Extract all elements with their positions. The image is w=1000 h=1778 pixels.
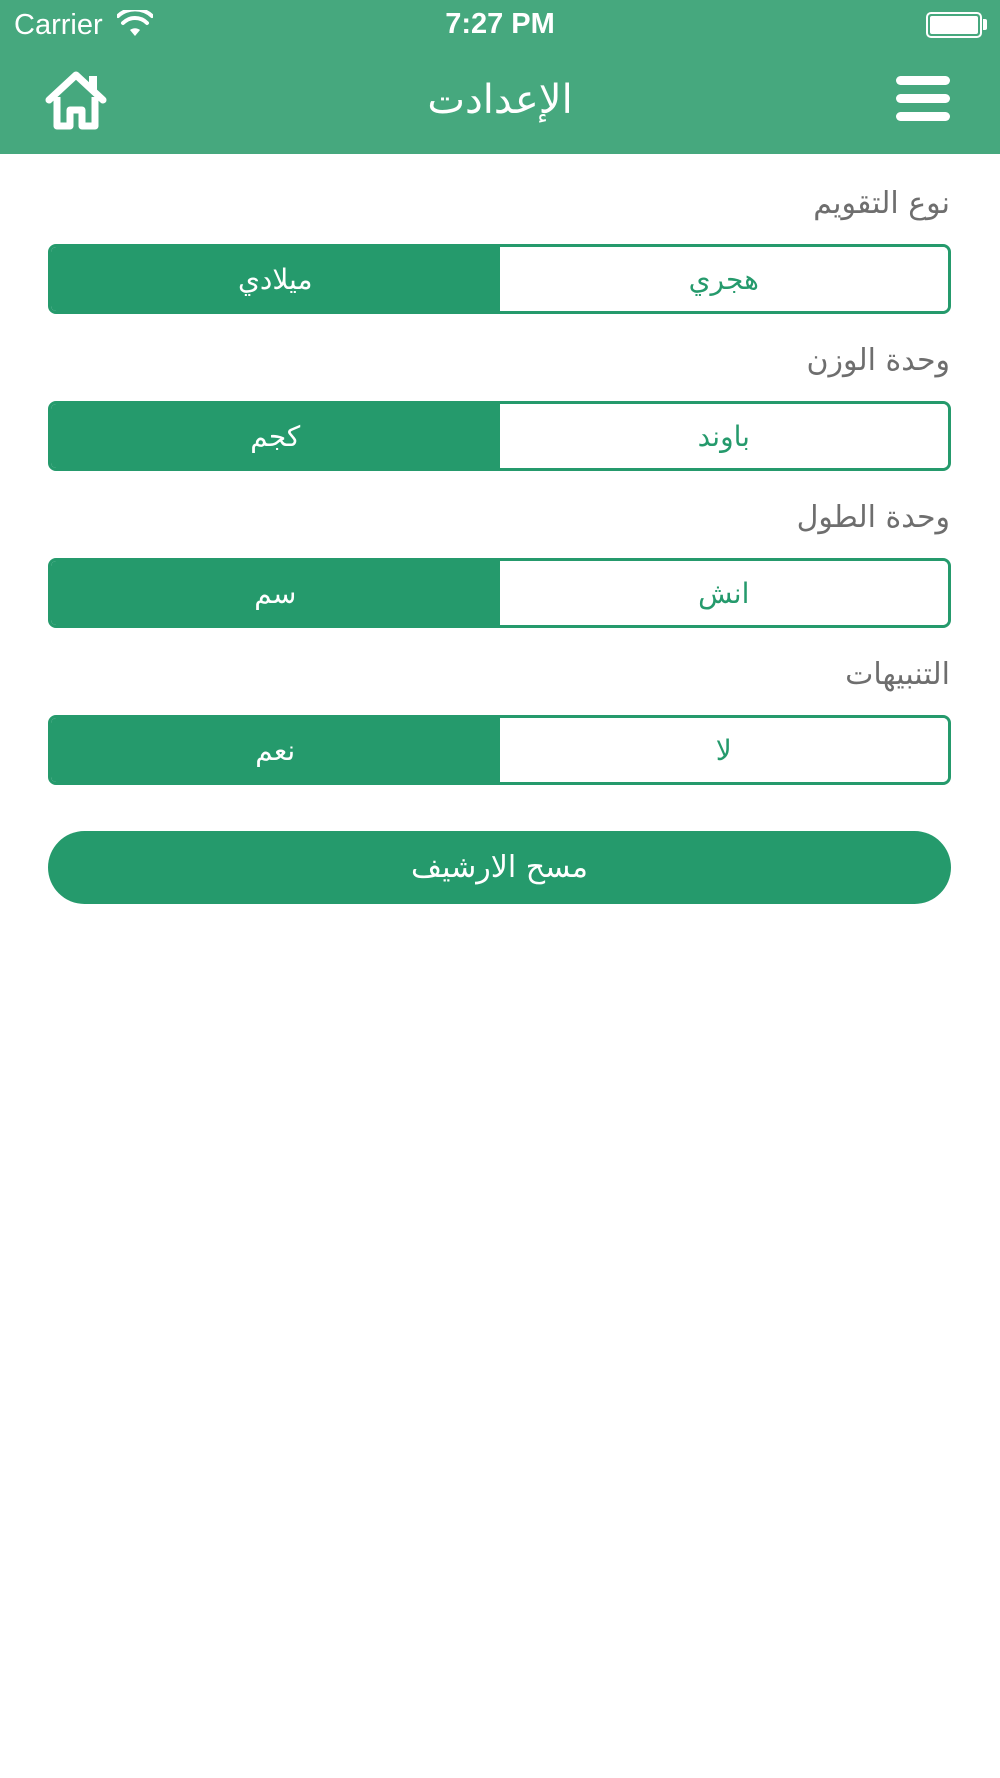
carrier-label: Carrier (14, 9, 103, 41)
calendar-option-gregorian[interactable]: ميلادي (51, 247, 500, 311)
calendar-type-label: نوع التقويم (813, 186, 950, 221)
calendar-option-hijri[interactable]: هجري (500, 247, 949, 311)
notifications-label: التنبيهات (845, 657, 950, 692)
hamburger-menu-icon (896, 76, 950, 85)
menu-button[interactable] (896, 76, 952, 122)
length-unit-label: وحدة الطول (796, 500, 950, 535)
navigation-bar (0, 0, 1000, 154)
hamburger-menu-icon-line (896, 94, 950, 103)
weight-unit-segmented-control (48, 401, 951, 471)
home-icon (45, 70, 107, 130)
page-title: الإعدادت (427, 77, 573, 123)
battery-tip (983, 19, 987, 30)
status-bar (0, 0, 1000, 50)
length-option-cm[interactable]: سم (51, 561, 500, 625)
notifications-option-no[interactable]: لا (500, 718, 949, 782)
home-button[interactable] (45, 70, 107, 130)
clear-archive-button[interactable]: مسح الارشيف (48, 831, 951, 904)
weight-option-kg[interactable]: كجم (51, 404, 500, 468)
battery-level (930, 16, 978, 34)
hamburger-menu-icon-line (896, 112, 950, 121)
battery-icon (926, 12, 982, 38)
length-option-inch[interactable]: انش (500, 561, 949, 625)
notifications-option-yes[interactable]: نعم (51, 718, 500, 782)
length-unit-segmented-control (48, 558, 951, 628)
weight-option-pound[interactable]: باوند (500, 404, 949, 468)
calendar-type-segmented-control (48, 244, 951, 314)
notifications-segmented-control (48, 715, 951, 785)
status-time: 7:27 PM (445, 8, 555, 40)
weight-unit-label: وحدة الوزن (806, 343, 950, 378)
